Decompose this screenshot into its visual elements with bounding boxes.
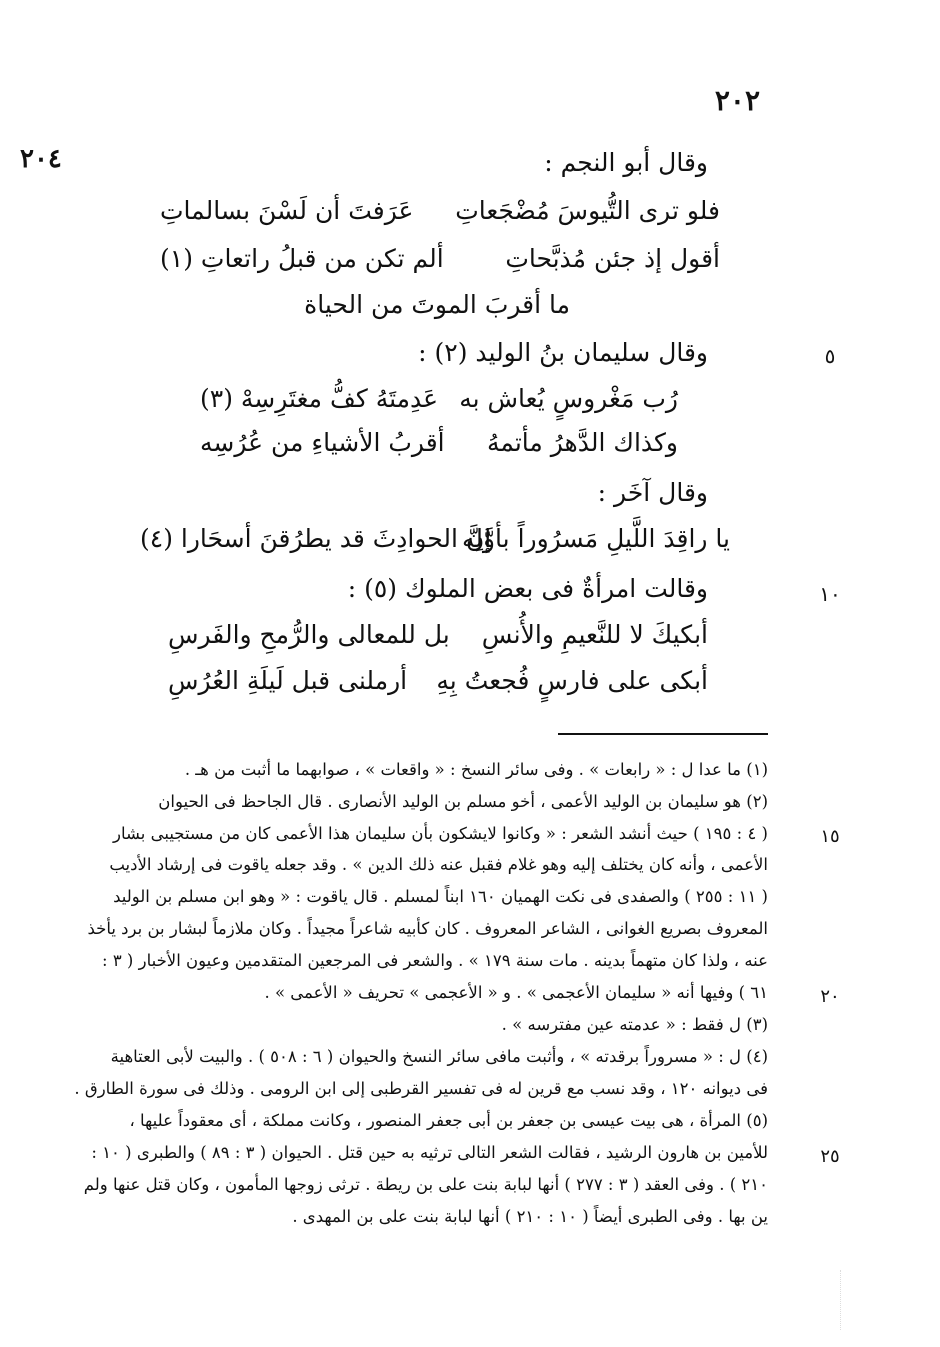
footnote-line: ٢١٠ ) . وفى العقد ( ٣ : ٢٧٧ ) أنها لبابة بنت على بن ريطة . ترثى زوجها المأمون ، وكان قتل عنها ولم bbox=[83, 1175, 768, 1194]
poem-intro-woman: وقالت امرأةٌ فى بعض الملوك (٥) : bbox=[347, 574, 708, 603]
footnote-line: (٣) ل فقط : « عدمته عين مفترسه » . bbox=[501, 1015, 768, 1034]
poem-intro-sulayman: وقال سليمان بنُ الوليد (٢) : bbox=[418, 338, 708, 367]
footnote-line: (١) ما عدا ل : « رابعات » . وفى سائر النسخ : « واقعات » ، صوابهما ما أثبت من هـ . bbox=[184, 760, 768, 779]
line-number-marker: ٥ bbox=[824, 344, 836, 368]
footnote-line: (٤) ل : « مسروراً برقدته » ، وأثبت مافى سائر النسخ والحيوان ( ٦ : ٥٠٨ ) . والبيت لأبى العتاهية bbox=[110, 1047, 768, 1066]
verse-row bbox=[160, 428, 720, 468]
verse-row bbox=[160, 384, 720, 424]
verse-second-hemistich: أقربُ الأشياءِ من عُرُسِه bbox=[200, 428, 445, 457]
line-number-marker: ١٥ bbox=[820, 826, 840, 847]
line-number-marker: ١٠ bbox=[819, 582, 841, 606]
verse-first-hemistich: يا راقِدَ اللَّيلِ مَسرُوراً بأوَّلِه bbox=[461, 524, 730, 553]
page-number: ٢٠٢ bbox=[714, 84, 760, 117]
verse-row bbox=[140, 524, 730, 564]
footnote-line: (٢) هو سليمان بن الوليد الأعمى ، أخو مسلم بن الوليد الأنصارى . قال الجاحظ فى الحيوان bbox=[158, 792, 768, 811]
verse-row bbox=[160, 244, 720, 284]
verse-second-hemistich: عَرَفتَ أن لَسْنَ بسالماتِ bbox=[160, 196, 414, 225]
line-number-marker: ٢٠ bbox=[820, 986, 840, 1007]
scan-artifact bbox=[840, 1270, 891, 1330]
reference-number: ٢٠٤ bbox=[20, 144, 62, 174]
footnote-line: (٥) المرأة ، هى بيت عيسى بن جعفر بن أبى جعفر المنصور ، وكانت مملكة ، أى معقوداً عليها ، bbox=[129, 1111, 768, 1130]
footnote-line: ٦١ ) وفيها أنه « سليمان الأعجمى » . و « الأعجمى » تحريف « الأعمى » . bbox=[264, 983, 768, 1002]
footnote-line: المعروف بصريع الغوانى ، الشاعر المعروف . كان كأبيه شاعراً مجيداً . وكان ملازماً لبشار بن برد يأخذ bbox=[87, 919, 768, 938]
verse-first-hemistich: أبكيكَ لا للنَّعيمِ والأُنسِ bbox=[481, 620, 708, 649]
verse-first-hemistich: أقول إذ جئن مُذبَّحاتِ bbox=[505, 244, 720, 273]
verse-tail-line: ما أقربَ الموتَ من الحياة bbox=[304, 290, 570, 319]
footnote-line: للأمين بن هارون الرشيد ، فقالت الشعر التالى ترثيه به حين قتل . الحيوان ( ٣ : ٨٩ ) والطبرى ( ١٠ : bbox=[91, 1143, 768, 1162]
verse-second-hemistich: عَدِمتَهُ كفُّ مغتَرِسِهْ (٣) bbox=[200, 384, 439, 413]
footnote-line: ( ٤ : ١٩٥ ) حيث أنشد الشعر : « وكانوا لايشكون بأن سليمان هذا الأعمى كان من مستجيبى بشار bbox=[113, 824, 768, 843]
verse-second-hemistich: بل للمعالى والرُّمحِ والفَرسِ bbox=[168, 620, 450, 649]
footnote-divider bbox=[558, 733, 768, 735]
verse-second-hemistich: ألم تكن من قبلُ راتعاتِ (١) bbox=[160, 244, 444, 273]
footnote-line: ( ١١ : ٢٥٥ ) والصفدى فى نكت الهميان ١٦٠ ابناً لمسلم . قال ياقوت : « وهو ابن مسلم بن الوليد bbox=[113, 887, 768, 906]
poem-intro-abu-najm: وقال أبو النجم : bbox=[544, 148, 708, 177]
poem-intro-another: وقال آخَر : bbox=[597, 478, 708, 507]
footnote-line: ين بها . وفى الطبرى أيضاً ( ١٠ : ٢١٠ ) أنها لبابة بنت على بن المهدى . bbox=[292, 1207, 768, 1226]
footnote-line: عنه ، ولذا كان متهماً بدينه . مات سنة ١٧٩ » . والشعر فى المرجعين المتقدمين وعيون الأخبار ( ٣ : bbox=[102, 951, 768, 970]
verse-first-hemistich: رُب مَغْروسٍ يُعاش به bbox=[459, 384, 678, 413]
verse-row bbox=[168, 666, 708, 706]
verse-row bbox=[160, 196, 720, 236]
verse-first-hemistich: وكذاك الدَّهرُ مأتمهُ bbox=[486, 428, 678, 457]
footnote-line: الأعمى ، وأنه كان يختلف إليه وهو غلام فقبل عنه ذلك الدين » . وقد جعله ياقوت فى إرشاد الأديب bbox=[109, 855, 768, 874]
verse-second-hemistich: إنَّ الحوادِثَ قد يطرُقنَ أسحَارا (٤) bbox=[140, 524, 492, 553]
line-number-marker: ٢٥ bbox=[820, 1146, 840, 1167]
footnote-line: فى ديوانه ١٢٠ ، وقد نسب مع قرين له فى تفسير القرطبى إلى ابن الرومى . وذلك فى سورة الطارق . bbox=[74, 1079, 768, 1098]
verse-row bbox=[168, 620, 708, 660]
verse-second-hemistich: أرملنى قبل لَيلَةِ العُرُسِ bbox=[168, 666, 408, 695]
verse-first-hemistich: أبكى على فارسٍ فُجعتُ بِهِ bbox=[436, 666, 708, 695]
verse-first-hemistich: فلو ترى التُّيوسَ مُضْجَعاتِ bbox=[455, 196, 720, 225]
